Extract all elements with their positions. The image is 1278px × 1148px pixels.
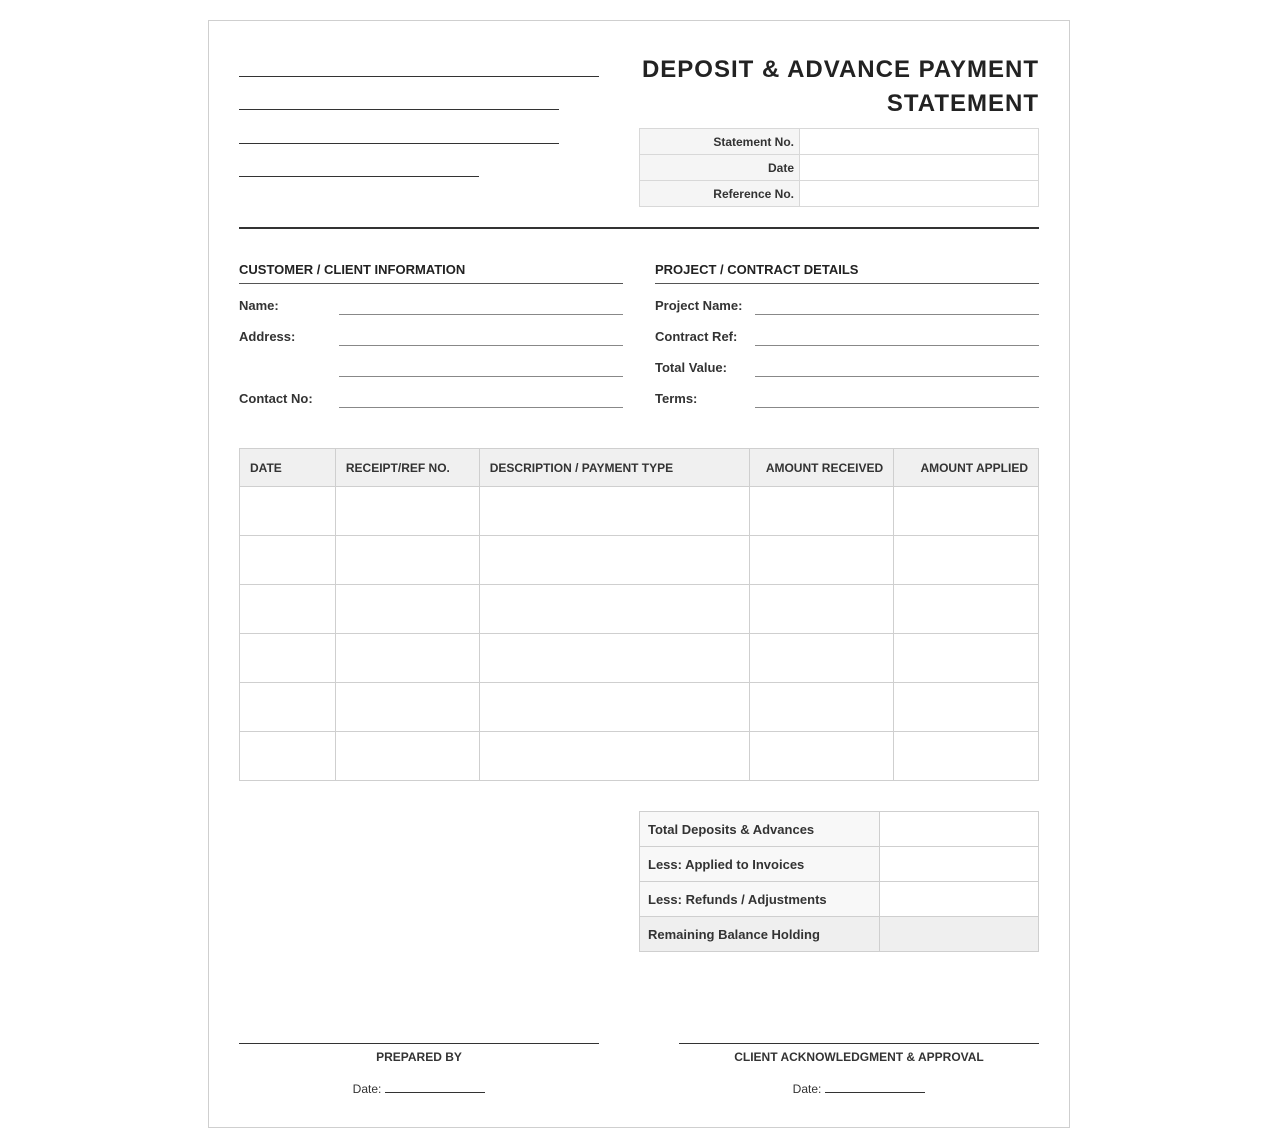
receipt-cell[interactable] — [335, 585, 479, 634]
prepared-by-block — [239, 1043, 599, 1096]
date-label: Date: — [352, 1082, 382, 1096]
amount-received-cell[interactable] — [750, 683, 894, 732]
amount-received-cell[interactable] — [750, 585, 894, 634]
statement-page — [208, 20, 1070, 1128]
amount-applied-cell[interactable] — [894, 585, 1039, 634]
customer-contact-row — [239, 377, 623, 408]
description-cell[interactable] — [479, 683, 750, 732]
receipt-cell[interactable] — [335, 487, 479, 536]
description-cell[interactable] — [479, 585, 750, 634]
receipt-cell[interactable] — [335, 634, 479, 683]
field-label: Project Name: — [655, 298, 743, 313]
summary-label: Less: Refunds / Adjustments — [640, 882, 880, 917]
client-approval-date — [679, 1082, 1039, 1096]
refunds-value[interactable] — [880, 882, 1039, 917]
amount-applied-cell[interactable] — [894, 634, 1039, 683]
document-title — [619, 53, 1039, 121]
prepared-by-date-field[interactable] — [385, 1083, 485, 1093]
receipt-cell[interactable] — [335, 732, 479, 781]
summary-row-total-deposits — [640, 812, 1039, 847]
meta-row-statement-no — [640, 129, 1039, 155]
meta-row-date — [640, 155, 1039, 181]
date-cell[interactable] — [240, 634, 336, 683]
prepared-by-signature-line[interactable] — [239, 1043, 599, 1044]
summary-row-refunds — [640, 882, 1039, 917]
amount-applied-cell[interactable] — [894, 683, 1039, 732]
amount-received-cell[interactable] — [750, 732, 894, 781]
date-cell[interactable] — [240, 487, 336, 536]
terms-field[interactable] — [755, 407, 1039, 408]
date-field[interactable] — [800, 155, 1039, 181]
amount-received-cell[interactable] — [750, 536, 894, 585]
summary-row-applied — [640, 847, 1039, 882]
summary-table — [639, 811, 1039, 952]
company-contact-line[interactable] — [239, 176, 479, 177]
column-header-receipt: RECEIPT/REF NO. — [335, 449, 479, 487]
amount-applied-cell[interactable] — [894, 536, 1039, 585]
date-cell[interactable] — [240, 536, 336, 585]
company-name-line[interactable] — [239, 76, 599, 77]
date-cell[interactable] — [240, 683, 336, 732]
description-cell[interactable] — [479, 634, 750, 683]
receipt-cell[interactable] — [335, 683, 479, 732]
column-header-amount-applied: AMOUNT APPLIED — [894, 449, 1039, 487]
field-label: Address: — [239, 329, 296, 344]
ledger-row — [240, 634, 1039, 683]
meta-label: Reference No. — [640, 181, 800, 207]
date-label: Date: — [792, 1082, 822, 1096]
company-address-line-1[interactable] — [239, 109, 559, 110]
project-section — [655, 261, 1039, 408]
date-cell[interactable] — [240, 585, 336, 634]
column-header-description: DESCRIPTION / PAYMENT TYPE — [479, 449, 750, 487]
meta-label: Statement No. — [640, 129, 800, 155]
description-cell[interactable] — [479, 536, 750, 585]
ledger-row — [240, 683, 1039, 732]
receipt-cell[interactable] — [335, 536, 479, 585]
field-label: Terms: — [655, 391, 698, 406]
field-label: Contract Ref: — [655, 329, 738, 344]
amount-applied-cell[interactable] — [894, 487, 1039, 536]
client-approval-date-field[interactable] — [825, 1083, 925, 1093]
amount-received-cell[interactable] — [750, 634, 894, 683]
amount-received-cell[interactable] — [750, 487, 894, 536]
ledger-row — [240, 732, 1039, 781]
field-label: Total Value: — [655, 360, 727, 375]
prepared-by-caption: PREPARED BY — [376, 1050, 462, 1064]
statement-no-field[interactable] — [800, 129, 1039, 155]
customer-name-row — [239, 284, 623, 315]
ledger-header-row — [240, 449, 1039, 487]
client-approval-caption: CLIENT ACKNOWLEDGMENT & APPROVAL — [734, 1050, 984, 1064]
customer-section — [239, 261, 623, 408]
column-header-amount-received: AMOUNT RECEIVED — [750, 449, 894, 487]
prepared-by-date — [239, 1082, 599, 1096]
title-line-2: STATEMENT — [886, 90, 1039, 117]
field-label: Name: — [239, 298, 279, 313]
project-section-title: PROJECT / CONTRACT DETAILS — [655, 261, 1039, 284]
ledger-row — [240, 487, 1039, 536]
customer-address-row-2 — [239, 346, 623, 377]
reference-no-field[interactable] — [800, 181, 1039, 207]
column-header-date: DATE — [240, 449, 336, 487]
field-label: Contact No: — [239, 391, 313, 406]
statement-meta-table — [639, 128, 1039, 207]
client-signature-line[interactable] — [679, 1043, 1039, 1044]
contract-ref-row — [655, 315, 1039, 346]
payment-ledger-table — [239, 448, 1039, 781]
meta-row-reference-no — [640, 181, 1039, 207]
summary-label: Total Deposits & Advances — [640, 812, 880, 847]
description-cell[interactable] — [479, 487, 750, 536]
summary-label: Less: Applied to Invoices — [640, 847, 880, 882]
client-approval-block — [679, 1043, 1039, 1096]
total-deposits-value[interactable] — [880, 812, 1039, 847]
ledger-row — [240, 585, 1039, 634]
summary-label: Remaining Balance Holding — [640, 917, 880, 952]
customer-section-title: CUSTOMER / CLIENT INFORMATION — [239, 261, 623, 284]
customer-contact-field[interactable] — [339, 407, 623, 408]
meta-label: Date — [640, 155, 800, 181]
remaining-balance-value[interactable] — [880, 917, 1039, 952]
customer-address-row — [239, 315, 623, 346]
ledger-row — [240, 536, 1039, 585]
applied-value[interactable] — [880, 847, 1039, 882]
title-line-1: DEPOSIT & ADVANCE PAYMENT — [641, 56, 1039, 83]
date-cell[interactable] — [240, 732, 336, 781]
company-address-line-2[interactable] — [239, 143, 559, 144]
amount-applied-cell[interactable] — [894, 732, 1039, 781]
project-name-row — [655, 284, 1039, 315]
total-value-row — [655, 346, 1039, 377]
terms-row — [655, 377, 1039, 408]
header-divider — [239, 227, 1039, 229]
description-cell[interactable] — [479, 732, 750, 781]
summary-row-remaining-balance — [640, 917, 1039, 952]
